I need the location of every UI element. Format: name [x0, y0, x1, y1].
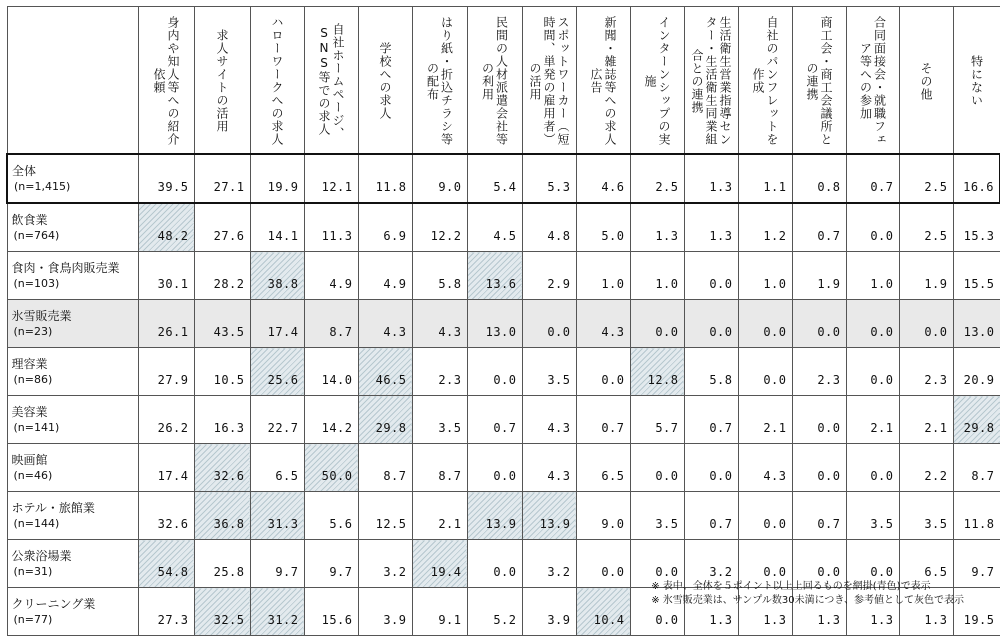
column-header-label: スポットワーカー（短時間、単発の雇用者）の活用 — [528, 16, 570, 146]
column-header — [792, 7, 846, 155]
value-cell: 3.5 — [630, 492, 684, 540]
value-cell: 22.7 — [250, 396, 304, 444]
row-label — [7, 300, 138, 348]
value-cell: 12.2 — [412, 203, 467, 252]
column-header — [738, 7, 792, 155]
row-name: 理容業 — [11, 356, 48, 371]
industry-row — [7, 300, 1000, 348]
value-cell: 0.0 — [467, 444, 522, 492]
value-cell: 0.7 — [792, 492, 846, 540]
value-cell: 3.2 — [684, 540, 738, 588]
highlighted-value-cell: 46.5 — [358, 348, 412, 396]
value-cell: 4.9 — [304, 252, 358, 300]
value-cell: 4.6 — [576, 154, 630, 203]
column-header — [522, 7, 576, 155]
column-header — [358, 7, 412, 155]
value-cell: 2.3 — [899, 348, 953, 396]
industry-row — [7, 396, 1000, 444]
row-label — [7, 588, 138, 636]
value-cell: 0.0 — [738, 492, 792, 540]
value-cell: 14.1 — [250, 203, 304, 252]
value-cell: 13.0 — [953, 300, 1000, 348]
value-cell: 17.4 — [138, 444, 194, 492]
value-cell: 0.0 — [899, 300, 953, 348]
value-cell: 3.9 — [358, 588, 412, 636]
value-cell: 1.3 — [792, 588, 846, 636]
highlighted-value-cell: 36.8 — [194, 492, 250, 540]
value-cell: 1.2 — [738, 203, 792, 252]
value-cell: 0.0 — [630, 300, 684, 348]
row-sample-size: (n=144) — [13, 516, 60, 530]
value-cell: 0.0 — [576, 348, 630, 396]
highlighted-value-cell: 12.8 — [630, 348, 684, 396]
value-cell: 0.0 — [846, 203, 899, 252]
value-cell: 26.2 — [138, 396, 194, 444]
value-cell: 0.0 — [792, 300, 846, 348]
corner-cell — [7, 7, 138, 155]
column-header-label: はり紙・折込チラシ等の配布 — [425, 16, 454, 146]
value-cell: 27.9 — [138, 348, 194, 396]
value-cell: 43.5 — [194, 300, 250, 348]
value-cell: 2.5 — [630, 154, 684, 203]
row-label — [7, 203, 138, 252]
value-cell: 2.3 — [792, 348, 846, 396]
value-cell: 2.2 — [899, 444, 953, 492]
value-cell: 14.0 — [304, 348, 358, 396]
value-cell: 9.7 — [250, 540, 304, 588]
value-cell: 0.0 — [738, 300, 792, 348]
value-cell: 12.1 — [304, 154, 358, 203]
value-cell: 8.7 — [358, 444, 412, 492]
value-cell: 25.8 — [194, 540, 250, 588]
value-cell: 1.0 — [738, 252, 792, 300]
value-cell: 0.0 — [630, 540, 684, 588]
value-cell: 0.0 — [630, 588, 684, 636]
value-cell: 4.3 — [738, 444, 792, 492]
value-cell: 0.7 — [576, 396, 630, 444]
value-cell: 4.9 — [358, 252, 412, 300]
value-cell: 2.5 — [899, 154, 953, 203]
value-cell: 15.6 — [304, 588, 358, 636]
value-cell: 1.3 — [899, 588, 953, 636]
row-name: 全体 — [12, 163, 37, 178]
value-cell: 3.2 — [522, 540, 576, 588]
value-cell: 0.0 — [684, 252, 738, 300]
column-header — [684, 7, 738, 155]
row-name: クリーニング業 — [11, 596, 96, 611]
value-cell: 12.5 — [358, 492, 412, 540]
industry-row — [7, 348, 1000, 396]
value-cell: 8.7 — [953, 444, 1000, 492]
value-cell: 9.1 — [412, 588, 467, 636]
value-cell: 39.5 — [138, 154, 194, 203]
value-cell: 6.5 — [250, 444, 304, 492]
industry-row — [7, 444, 1000, 492]
column-header-label: 民間の人材派遣会社等の利用 — [480, 16, 509, 146]
value-cell: 5.8 — [684, 348, 738, 396]
value-cell: 0.0 — [738, 540, 792, 588]
value-cell: 27.3 — [138, 588, 194, 636]
value-cell: 4.3 — [576, 300, 630, 348]
value-cell: 5.4 — [467, 154, 522, 203]
value-cell: 9.7 — [953, 540, 1000, 588]
value-cell: 0.0 — [846, 540, 899, 588]
column-header — [194, 7, 250, 155]
column-header — [630, 7, 684, 155]
value-cell: 0.0 — [467, 540, 522, 588]
column-header-label: 生活衛生営業指導センター・生活衛生同業組合との連携 — [690, 16, 732, 146]
table-body — [7, 154, 1000, 636]
row-label — [7, 154, 138, 203]
value-cell: 0.0 — [684, 300, 738, 348]
value-cell: 4.3 — [522, 396, 576, 444]
column-header-label: ハローワークへの求人 — [270, 16, 284, 146]
value-cell: 2.1 — [899, 396, 953, 444]
row-label — [7, 252, 138, 300]
value-cell: 1.0 — [630, 252, 684, 300]
value-cell: 5.0 — [576, 203, 630, 252]
value-cell: 0.0 — [684, 444, 738, 492]
value-cell: 0.0 — [792, 396, 846, 444]
highlighted-value-cell: 54.8 — [138, 540, 194, 588]
row-sample-size: (n=141) — [13, 420, 60, 434]
highlighted-value-cell: 25.6 — [250, 348, 304, 396]
value-cell: 4.8 — [522, 203, 576, 252]
row-name: 食肉・食鳥肉販売業 — [11, 260, 120, 275]
row-name: 美容業 — [11, 404, 48, 419]
value-cell: 5.8 — [412, 252, 467, 300]
value-cell: 8.7 — [304, 300, 358, 348]
row-sample-size: (n=23) — [13, 324, 53, 338]
value-cell: 3.9 — [522, 588, 576, 636]
row-label — [7, 444, 138, 492]
row-label — [7, 396, 138, 444]
value-cell: 2.1 — [846, 396, 899, 444]
value-cell: 11.3 — [304, 203, 358, 252]
value-cell: 1.0 — [846, 252, 899, 300]
value-cell: 15.5 — [953, 252, 1000, 300]
value-cell: 15.3 — [953, 203, 1000, 252]
column-header — [138, 7, 194, 155]
column-header — [846, 7, 899, 155]
highlighted-value-cell: 48.2 — [138, 203, 194, 252]
value-cell: 4.5 — [467, 203, 522, 252]
column-header-label: 求人サイトの活用 — [215, 29, 229, 133]
value-cell: 1.3 — [738, 588, 792, 636]
value-cell: 32.6 — [138, 492, 194, 540]
highlighted-value-cell: 31.3 — [250, 492, 304, 540]
footnotes — [651, 580, 964, 608]
highlighted-value-cell: 13.9 — [522, 492, 576, 540]
row-label — [7, 492, 138, 540]
value-cell: 0.0 — [576, 540, 630, 588]
value-cell: 1.9 — [899, 252, 953, 300]
value-cell: 14.2 — [304, 396, 358, 444]
row-sample-size: (n=31) — [13, 564, 53, 578]
column-header-label: 学校への求人 — [378, 42, 392, 120]
value-cell: 10.5 — [194, 348, 250, 396]
value-cell: 0.7 — [792, 203, 846, 252]
value-cell: 0.0 — [846, 444, 899, 492]
row-sample-size: (n=46) — [13, 468, 53, 482]
column-header — [467, 7, 522, 155]
value-cell: 0.7 — [684, 396, 738, 444]
value-cell: 5.6 — [304, 492, 358, 540]
value-cell: 1.0 — [576, 252, 630, 300]
value-cell: 2.1 — [738, 396, 792, 444]
value-cell: 1.3 — [684, 154, 738, 203]
total-row — [7, 154, 1000, 203]
column-header-label: 特にない — [969, 55, 984, 107]
value-cell: 9.7 — [304, 540, 358, 588]
value-cell: 16.6 — [953, 154, 1000, 203]
value-cell: 1.3 — [630, 203, 684, 252]
value-cell: 0.0 — [846, 348, 899, 396]
column-header-label: 自社ホームページ、SNS等での求人 — [317, 22, 345, 140]
value-cell: 3.5 — [412, 396, 467, 444]
highlighted-value-cell: 38.8 — [250, 252, 304, 300]
column-header-label: その他 — [919, 61, 933, 101]
highlighted-value-cell: 19.4 — [412, 540, 467, 588]
row-label — [7, 348, 138, 396]
value-cell: 0.7 — [467, 396, 522, 444]
row-sample-size: (n=764) — [13, 228, 60, 242]
value-cell: 0.7 — [846, 154, 899, 203]
value-cell: 0.0 — [467, 348, 522, 396]
value-cell: 0.0 — [738, 348, 792, 396]
value-cell: 2.1 — [412, 492, 467, 540]
value-cell: 9.0 — [412, 154, 467, 203]
column-header-label: 合同面接会・就職フェア等への参加 — [858, 16, 887, 146]
row-sample-size: (n=103) — [13, 276, 60, 290]
row-name: 飲食業 — [11, 212, 48, 227]
column-header — [899, 7, 953, 155]
highlighted-value-cell: 29.8 — [953, 396, 1000, 444]
row-name: 公衆浴場業 — [11, 548, 72, 563]
value-cell: 27.1 — [194, 154, 250, 203]
value-cell: 2.9 — [522, 252, 576, 300]
highlighted-value-cell: 32.6 — [194, 444, 250, 492]
column-header — [250, 7, 304, 155]
value-cell: 20.9 — [953, 348, 1000, 396]
highlighted-value-cell: 29.8 — [358, 396, 412, 444]
highlighted-value-cell: 50.0 — [304, 444, 358, 492]
value-cell: 1.3 — [684, 588, 738, 636]
value-cell: 1.3 — [846, 588, 899, 636]
value-cell: 28.2 — [194, 252, 250, 300]
value-cell: 8.7 — [412, 444, 467, 492]
value-cell: 0.7 — [684, 492, 738, 540]
value-cell: 4.3 — [412, 300, 467, 348]
column-header — [953, 7, 1000, 155]
value-cell: 6.5 — [576, 444, 630, 492]
value-cell: 30.1 — [138, 252, 194, 300]
column-header — [304, 7, 358, 155]
row-name: 氷雪販売業 — [11, 308, 72, 323]
column-header — [576, 7, 630, 155]
industry-row — [7, 492, 1000, 540]
survey-table — [6, 6, 1000, 636]
header-row — [7, 7, 1000, 155]
footnote: ※ 氷雪販売業は、サンプル数30未満につき、参考値として灰色で表示 — [651, 595, 964, 606]
value-cell: 0.8 — [792, 154, 846, 203]
value-cell: 3.5 — [522, 348, 576, 396]
highlighted-value-cell: 13.9 — [467, 492, 522, 540]
survey-table-container — [6, 6, 1000, 636]
row-name: 映画館 — [11, 452, 48, 467]
value-cell: 19.5 — [953, 588, 1000, 636]
value-cell: 2.5 — [899, 203, 953, 252]
footnote: ※ 表中、全体を５ポイント以上上回るものを網掛(青色)で表示 — [651, 581, 931, 592]
value-cell: 4.3 — [522, 444, 576, 492]
value-cell: 1.3 — [684, 203, 738, 252]
value-cell: 0.0 — [792, 540, 846, 588]
highlighted-value-cell: 31.2 — [250, 588, 304, 636]
value-cell: 5.3 — [522, 154, 576, 203]
row-sample-size: (n=1,415) — [14, 179, 71, 193]
value-cell: 5.2 — [467, 588, 522, 636]
value-cell: 16.3 — [194, 396, 250, 444]
value-cell: 26.1 — [138, 300, 194, 348]
value-cell: 19.9 — [250, 154, 304, 203]
value-cell: 11.8 — [358, 154, 412, 203]
column-header-label: インターンシップの実施 — [643, 16, 671, 146]
value-cell: 1.9 — [792, 252, 846, 300]
value-cell: 13.0 — [467, 300, 522, 348]
value-cell: 0.0 — [792, 444, 846, 492]
value-cell: 3.2 — [358, 540, 412, 588]
column-header — [412, 7, 467, 155]
value-cell: 0.0 — [630, 444, 684, 492]
value-cell: 17.4 — [250, 300, 304, 348]
value-cell: 9.0 — [576, 492, 630, 540]
value-cell: 3.5 — [846, 492, 899, 540]
column-header-label: 商工会・商工会議所との連携 — [805, 16, 833, 146]
highlighted-value-cell: 10.4 — [576, 588, 630, 636]
column-header-label: 自社のパンフレットを作成 — [751, 16, 779, 146]
industry-row — [7, 252, 1000, 300]
column-header-label: 新聞・雑誌等への求人広告 — [589, 16, 617, 146]
row-label — [7, 540, 138, 588]
row-name: ホテル・旅館業 — [11, 500, 95, 515]
highlighted-value-cell: 13.6 — [467, 252, 522, 300]
value-cell: 6.5 — [899, 540, 953, 588]
row-sample-size: (n=77) — [13, 612, 53, 626]
value-cell: 27.6 — [194, 203, 250, 252]
value-cell: 6.9 — [358, 203, 412, 252]
value-cell: 11.8 — [953, 492, 1000, 540]
row-sample-size: (n=86) — [13, 372, 53, 386]
highlighted-value-cell: 32.5 — [194, 588, 250, 636]
industry-row — [7, 203, 1000, 252]
value-cell: 0.0 — [522, 300, 576, 348]
value-cell: 0.0 — [846, 300, 899, 348]
value-cell: 3.5 — [899, 492, 953, 540]
value-cell: 5.7 — [630, 396, 684, 444]
value-cell: 2.3 — [412, 348, 467, 396]
value-cell: 4.3 — [358, 300, 412, 348]
value-cell: 1.1 — [738, 154, 792, 203]
column-header-label: 身内や知人等への紹介依頼 — [152, 16, 180, 146]
